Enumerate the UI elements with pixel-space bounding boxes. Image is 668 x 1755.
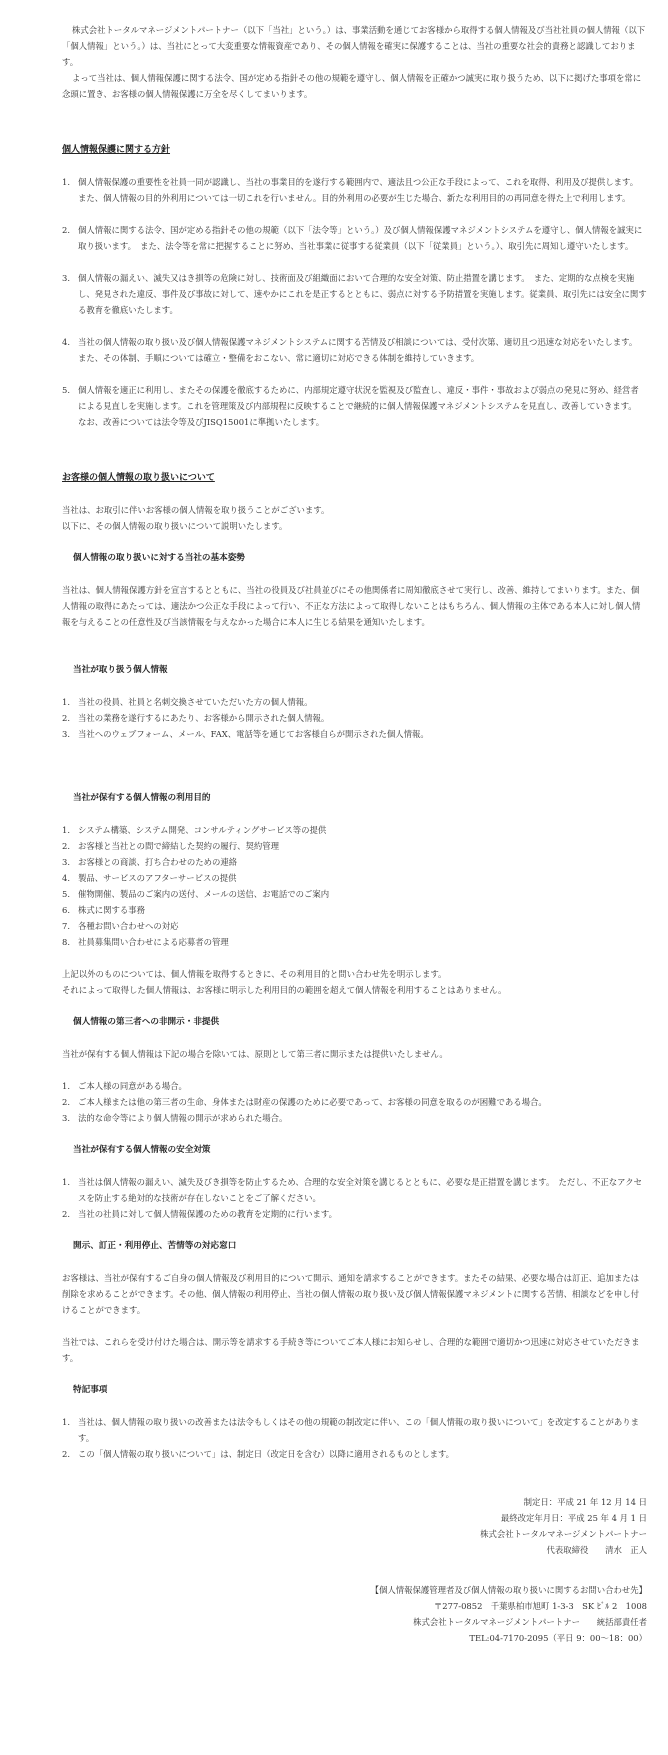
list-item-number: 3. [62, 1113, 70, 1123]
contact-block [62, 1582, 647, 1646]
list-item-number: 3. [62, 729, 70, 739]
policy-item [62, 270, 647, 318]
policy-item-text: 当社の個人情報の取り扱い及び個人情報保護マネジメントシステムに関する苦情及び相談については、受付次第、適切且つ迅速な対応をいたします。 また、その体制、手順については確立・整備をおこない、常に適切に対応できる体制を維持していきます。 [78, 337, 642, 363]
types-heading: 当社が取り扱う個人情報 [73, 665, 168, 675]
policy-item [62, 382, 647, 430]
list-item [62, 710, 647, 726]
list-item [62, 934, 647, 950]
security-heading: 当社が保有する個人情報の安全対策 [73, 1145, 211, 1155]
policy-item-text: 個人情報の漏えい、滅失又はき損等の危険に対し、技術面及び組織面において合理的な安全対策、防止措置を講じます。 また、定期的な点検を実施し、発見された違反、事件及び事故に対して、速やかにこれを是正するとともに、弱点に対する予防措置を実施します。従業員、取引先には安全に関する教育を徹底いたします。 [78, 273, 647, 315]
list-item [62, 870, 647, 886]
special-heading: 特記事項 [73, 1385, 108, 1395]
disclosure-heading: 個人情報の第三者への非開示・非提供 [73, 1017, 220, 1027]
contact-tel: TEL:04-7170-2095（平日 9：00～18：00） [469, 1633, 647, 1643]
list-item-number: 6. [62, 905, 70, 915]
list-item [62, 1110, 647, 1126]
list-item-text: ご本人様または他の第三者の生命、身体または財産の保護のために必要であって、お客様の同意を取るのが困難である場合。 [78, 1097, 547, 1107]
list-item-text: 当社は、個人情報の取り扱いの改善または法令もしくはその他の規範の制改定に伴い、この「個人情報の取り扱いについて」を改定することがあります。 [78, 1417, 639, 1443]
contact-manager: 株式会社トータルマネージメントパートナー 統括部責任者 [413, 1617, 647, 1627]
list-item-text: お客様と当社との間で締結した契約の履行、契約管理 [78, 841, 279, 851]
list-item-text: 催物開催、製品のご案内の送付、メールの送信、お電話でのご案内 [78, 889, 330, 899]
list-item [62, 1446, 647, 1462]
list-item-text: 当社の社員に対して個人情報保護のための教育を定期的に行います。 [78, 1209, 337, 1219]
list-item-text: 当社へのウェブフォーム、メール、FAX、電話等を通じてお客様自らが開示された個人情報。 [78, 729, 429, 739]
established-date: 制定日：平成 21 年 12 月 14 日 [523, 1497, 647, 1507]
revised-date: 最終改定年月日：平成 25 年 4 月 1 日 [500, 1513, 647, 1523]
handling-lead-line: 当社は、お取引に伴いお客様の個人情報を取り扱うことがございます。 [62, 505, 330, 515]
policy-item-number: 1. [62, 177, 70, 187]
list-item [62, 918, 647, 934]
list-item-text: 当社は個人情報の漏えい、滅失及びき損等を防止するため、合理的な安全対策を講じるとともに、必要な是正措置を講じます。 ただし、不正なアクセスを防止する絶対的な技術が存在しないことをご了解ください。 [78, 1177, 643, 1203]
list-item [62, 1078, 647, 1094]
list-item-text: ご本人様の同意がある場合。 [78, 1081, 187, 1091]
policy-item-number: 2. [62, 225, 70, 235]
list-item [62, 822, 647, 838]
intro-paragraph-1: 株式会社トータルマネージメントパートナー（以下「当社」という。）は、事業活動を通じてお客様から取得する個人情報及び当社社員の個人情報（以下「個人情報」という。）は、当社にとって大変重要な情報資産であり、その個人情報を確実に保護することは、当社の重要な社会的責務と認識しております。 [62, 25, 646, 67]
intro-section [62, 22, 647, 102]
list-item-number: 1. [62, 697, 70, 707]
disclosure-lead: 当社が保有する個人情報は下記の場合を除いては、原則として第三者に開示または提供いたしません。 [62, 1049, 448, 1059]
policy-item [62, 174, 647, 206]
list-item-text: 各種お問い合わせへの対応 [78, 921, 179, 931]
stance-text: 当社は、個人情報保護方針を宣言するとともに、当社の役員及び社員並びにその他関係者に周知徹底させて実行し、改善、維持してまいります。また、個人情報の取得にあたっては、適法かつ公正な手段によって行い、不正な方法によって取得しないことはもちろん、個人情報の主体である本人に対し個人情報を与えることの任意性及び当該情報を与えなかった場合に本人に生じる結果を通知いたします。 [62, 585, 641, 627]
signature-company: 株式会社トータルマネージメントパートナー [480, 1529, 647, 1539]
signature-representative: 代表取締役 清水 正人 [546, 1545, 647, 1555]
list-item-text: 当社の業務を遂行するにあたり、お客様から開示された個人情報。 [78, 713, 330, 723]
list-item-number: 4. [62, 873, 70, 883]
list-item-text: この「個人情報の取り扱いについて」は、制定日（改定日を含む）以降に適用されるものとします。 [78, 1449, 455, 1459]
contact-window-paragraph: お客様は、当社が保有するご自身の個人情報及び利用目的について開示、通知を請求することができます。またその結果、必要な場合は訂正、追加または削除を求めることができます。その他、個人情報の利用停止、当社の個人情報の取り扱い及び個人情報保護マネジメントに関する苦情、相談などを申し付けることができます。 [62, 1273, 640, 1315]
policy-item-text: 個人情報を適正に利用し、またその保護を徹底するために、内部規定遵守状況を監視及び監査し、違反・事件・事故および弱点の発見に努め、経営者による見直しを実施します。これを管理策及び内部規程に反映することで継続的に個人情報保護マネジメントシステムを見直し、改善していきます。 なお、改善については法令等及びJISQ15001に準拠いたします。 [78, 385, 641, 427]
list-item [62, 1206, 647, 1222]
list-item-number: 1. [62, 1177, 70, 1187]
list-item [62, 886, 647, 902]
list-item-number: 1. [62, 825, 70, 835]
list-item [62, 694, 647, 710]
security-list [62, 1174, 647, 1222]
list-item-number: 2. [62, 1449, 70, 1459]
handling-section [62, 470, 647, 1462]
contact-address: 〒277-0852 千葉県柏市旭町 1-3-3 SK ﾋﾞﾙ 2 1008 [433, 1601, 647, 1611]
list-item-text: 当社の役員、社員と名刺交換させていただいた方の個人情報。 [78, 697, 313, 707]
list-item-text: 製品、サービスのアフターサービスの提供 [78, 873, 237, 883]
list-item [62, 1174, 647, 1206]
list-item [62, 726, 647, 742]
policy-item-number: 4. [62, 337, 70, 347]
policy-section [62, 142, 647, 430]
purpose-note-line: 上記以外のものについては、個人情報を取得するときに、その利用目的と問い合わせ先を明示します。 [62, 969, 447, 979]
handling-heading: お客様の個人情報の取り扱いについて [62, 473, 215, 483]
list-item [62, 838, 647, 854]
list-item-number: 7. [62, 921, 70, 931]
disclosure-list [62, 1078, 647, 1126]
signature-block [62, 1494, 647, 1558]
list-item-number: 8. [62, 937, 70, 947]
list-item-text: 株式に関する事務 [78, 905, 145, 915]
list-item-number: 2. [62, 713, 70, 723]
policy-item [62, 222, 647, 254]
policy-item-text: 個人情報に関する法令、国が定める指針その他の規範（以下「法令等」という。）及び個人情報保護マネジメントシステムを遵守し、個人情報を誠実に取り扱います。 また、法令等を常に把握することに努め、当社事業に従事する従業員（以下「従業員」という。）、取引先に周知し遵守いたします。 [78, 225, 643, 251]
types-list [62, 694, 647, 742]
policy-item-number: 3. [62, 273, 70, 283]
list-item-text: 社員募集問い合わせによる応募者の管理 [78, 937, 229, 947]
list-item-text: システム構築、システム開発、コンサルティングサービス等の提供 [78, 825, 327, 835]
policy-heading: 個人情報保護に関する方針 [62, 145, 171, 155]
purpose-heading: 当社が保有する個人情報の利用目的 [73, 793, 211, 803]
intro-paragraph-2: よって当社は、個人情報保護に関する法令、国が定める指針その他の規範を遵守し、個人情報を正確かつ誠実に取り扱うため、以下に掲げた事項を常に念頭に置き、お客様の個人情報保護に万全を尽くしてまいります。 [62, 73, 642, 99]
list-item [62, 902, 647, 918]
list-item-number: 2. [62, 1097, 70, 1107]
list-item-text: 法的な命令等により個人情報の開示が求められた場合。 [78, 1113, 288, 1123]
policy-item-text: 個人情報保護の重要性を社員一同が認識し、当社の事業目的を遂行する範囲内で、適法且つ公正な手段によって、これを取得、利用及び提供します。 また、個人情報の目的外利用については一切これを行いません。目的外利用の必要が生じた場合、新たな利用目的の再同意を得た上で利用します。 [78, 177, 643, 203]
special-list [62, 1414, 647, 1462]
list-item-text: お客様との商談、打ち合わせのための連絡 [78, 857, 238, 867]
purpose-note-line: それによって取得した個人情報は、お客様に明示した利用目的の範囲を超えて個人情報を利用することはありません。 [62, 985, 507, 995]
contact-title: 【個人情報保護管理者及び個人情報の取り扱いに関するお問い合わせ先】 [370, 1585, 647, 1595]
list-item-number: 2. [62, 1209, 70, 1219]
list-item-number: 2. [62, 841, 70, 851]
contact-window-paragraph: 当社では、これらを受け付けた場合は、開示等を請求する手続き等についてご本人様にお知らせし、合理的な範囲で適切かつ迅速に対応させていただきます。 [62, 1337, 640, 1363]
policy-item-number: 5. [62, 385, 70, 395]
list-item-number: 3. [62, 857, 70, 867]
policy-item [62, 334, 647, 366]
contact-window-heading: 開示、訂正・利用停止、苦情等の対応窓口 [73, 1241, 237, 1251]
list-item [62, 1414, 647, 1446]
list-item-number: 1. [62, 1081, 70, 1091]
list-item-number: 5. [62, 889, 70, 899]
stance-heading: 個人情報の取り扱いに対する当社の基本姿勢 [73, 553, 245, 563]
purpose-list [62, 822, 647, 950]
list-item [62, 1094, 647, 1110]
list-item [62, 854, 647, 870]
handling-lead-line: 以下に、その個人情報の取り扱いについて説明いたします。 [62, 521, 288, 531]
list-item-number: 1. [62, 1417, 70, 1427]
